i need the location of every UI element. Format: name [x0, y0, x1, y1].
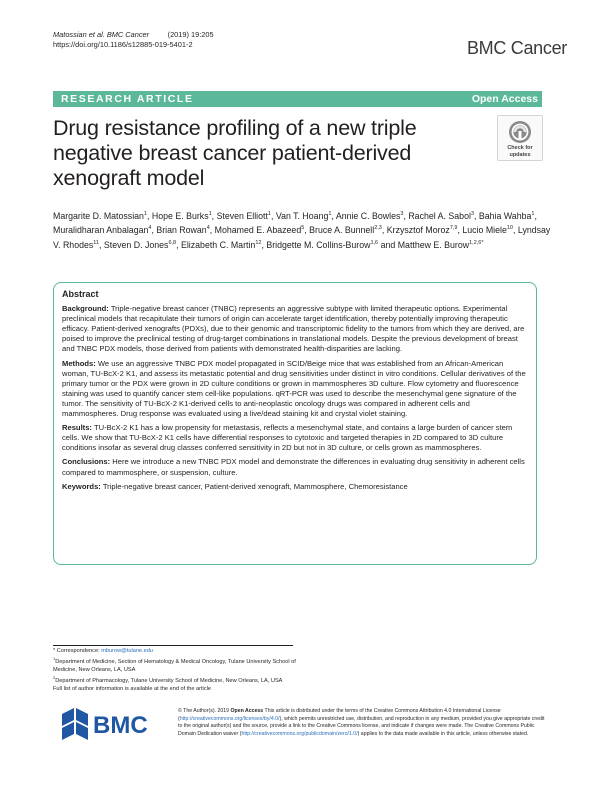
author-name: Krzysztof Moroz — [386, 225, 450, 236]
author-affiliation: 6,8 — [168, 239, 177, 246]
author-name: Lucio Miele — [462, 225, 507, 236]
license-copyright: © The Author(s). 2019 — [178, 708, 230, 714]
footnote-rule — [53, 645, 293, 646]
article-title: Drug resistance profiling of a new triple negative breast cancer patient-derived xenograft model — [53, 116, 417, 190]
author-affiliation: 1 — [531, 211, 535, 217]
author-affiliation: 4 — [206, 225, 210, 232]
author-affiliation: 1,2,6* — [469, 239, 484, 246]
affiliation-2 — [53, 674, 298, 685]
author-affiliation: 10 — [506, 225, 513, 232]
bmc-logo-text: BMC — [93, 712, 148, 739]
header-authors: Matossian et al. BMC Cancer — [53, 30, 150, 39]
author-affiliation: 5 — [301, 225, 305, 232]
keywords-label: Keywords: — [62, 481, 101, 491]
background-text: Triple-negative breast cancer (TNBC) represents an aggressive subtype with limited therapeutic options. Experimental preclinical models that recapitulate their tumors of origin can accelerate target identification, thereby potentially improving therapeutic efficacy. Patient-derived xenografts (PDXs), due to their genomic and transcriptomic fidelity to the tumors from which they are derived, are poised to improve the preclinical testing of drug-target combinations in translational models. Despite the previous development of breast and TNBC PDX models, those derived from patients with demonstrated health-disparities are lacking. — [62, 304, 525, 354]
affiliation-2-text: Department of Pharmacology, Tulane University School of Medicine, New Orleans, LA, USA — [55, 677, 283, 684]
author-name: Bridgette M. Collins-Burow — [266, 239, 371, 250]
crossmark-icon — [508, 120, 532, 144]
author-affiliation: 3 — [400, 211, 404, 217]
author-affiliation: 7,9 — [449, 225, 458, 232]
affiliation-1-text: Department of Medicine, Section of Hematology & Medical Oncology, Tulane University School of Medicine, New Orleans, LA, USA — [53, 658, 296, 673]
open-access-label: Open Access — [471, 93, 538, 105]
license-link-1[interactable]: http://creativecommons.org/licenses/by/4.0/ — [179, 715, 280, 722]
license-part-3: ) applies to the data made available in this article, unless otherwise stated. — [357, 731, 529, 738]
license-open-access: Open Access — [230, 708, 264, 714]
license-part-2: ), which permits unrestricted use, distribution, and reproduction in any medium, provided you give appropriate credit to the original author(s) and the source, provide a link to the Creative Commons license, and indicate if changes were made. The Creative Commons Public Domain Dedication waiver ( — [178, 715, 545, 738]
citation-line — [53, 30, 214, 40]
author-name: Matthew E. Burow — [397, 239, 470, 250]
header-doi[interactable]: https://doi.org/10.1186/s12885-019-5401-2 — [53, 40, 193, 49]
methods-text: We use an aggressive TNBC PDX model propagated in SCID/Beige mice that was established from an African-American woman, TU-BcX-2 K1, and assess its metastatic potential and drug sensitivities under distinct in vitro conditions. Cellular derivatives of the primary tumor or the PDX were grown in 2D culture conditions or grown in mammospheres 3D culture. Flow cytometry and fluorescence staining was used to quantify cancer stem cell-like populations. qRT-PCR was used to describe the mesenchymal gene signature of the tumor. The sensitivity of TU-BcX-2 K1-derived cells to anti-neoplastic oncology drugs was compared in adherent cells and mammospheres. Drug response was evaluated using a live/dead staining kit and crystal violet staining. — [62, 358, 526, 419]
footnotes — [53, 647, 298, 693]
journal-name: BMC Cancer — [466, 38, 567, 58]
author-name: Mohamed E. Abazeed — [214, 225, 302, 236]
abstract-box — [53, 282, 537, 565]
author-affiliation: 1 — [208, 211, 212, 217]
correspondence — [53, 647, 298, 655]
author-affiliation: 11 — [93, 239, 99, 246]
affiliation-1 — [53, 655, 298, 674]
author-name: Bruce A. Bunnell — [309, 225, 375, 236]
abstract-heading: Abstract — [62, 289, 99, 299]
author-name: Margarite D. Matossian — [53, 210, 144, 221]
running-header — [53, 30, 214, 50]
background-label: Background: — [62, 304, 109, 314]
crossmark-text — [507, 145, 532, 158]
abstract-methods — [62, 359, 528, 420]
header-year-volume: (2019) 19:205 — [167, 30, 214, 39]
author-affiliation: 1 — [267, 211, 271, 217]
author-affiliation: 1 — [143, 211, 147, 217]
author-name: Rachel A. Sabol — [408, 210, 471, 221]
abstract-results — [62, 423, 528, 453]
methods-label: Methods: — [62, 358, 96, 368]
author-name: Van T. Hoang — [275, 210, 329, 221]
author-name: Steven D. Jones — [103, 239, 169, 250]
conclusions-label: Conclusions: — [62, 457, 111, 467]
author-affiliation: 4 — [148, 225, 152, 232]
correspondence-label: * Correspondence: — [53, 648, 100, 654]
author-name: Hope E. Burks — [151, 210, 209, 221]
author-name: Muralidharan Anbalagan — [53, 225, 149, 236]
author-name: Brian Rowan — [156, 225, 207, 236]
author-info-note: Full list of author information is available at the end of the article — [53, 685, 211, 692]
affiliation-2-number: 2 — [53, 674, 56, 680]
crossmark-line2: updates — [509, 151, 531, 158]
keywords-text: Triple-negative breast cancer, Patient-derived xenograft, Mammosphere, Chemoresistance — [102, 481, 408, 491]
author-affiliation: 12 — [255, 239, 262, 246]
correspondence-email[interactable]: mburow@tulane.edu — [101, 648, 153, 654]
author-affiliation: 3 — [470, 211, 474, 217]
abstract-keywords — [62, 482, 528, 492]
article-type: RESEARCH ARTICLE — [61, 93, 194, 105]
license-text — [178, 708, 546, 739]
author-name: Annie C. Bowles — [335, 210, 401, 221]
abstract-conclusions — [62, 457, 528, 477]
abstract-background — [62, 304, 528, 354]
license-part-1: This article is distributed under the terms of the Creative Commons Attribution 4.0 International License ( — [178, 708, 501, 722]
crossmark-line1: Check for — [507, 145, 533, 151]
author-name: Lyndsay V. Rhodes — [53, 225, 551, 250]
author-name: Elizabeth C. Martin — [180, 239, 256, 250]
results-label: Results: — [62, 423, 92, 433]
article-type-bar — [53, 91, 542, 107]
bmc-logo-icon — [60, 704, 170, 744]
results-text: TU-BcX-2 K1 has a low propensity for metastasis, reflects a mesenchymal state, and contains a large burden of cancer stem cells. We show that TU-BcX-2 K1 cells have differential responses to cytotoxic and targeted therapies in 2D compared to 3D culture conditions insofar as several drug classes conferred sensitivity in 2D but not in 3D culture, or cells grown as mammospheres. — [62, 423, 513, 453]
license-link-2[interactable]: http://creativecommons.org/publicdomain/zero/1.0/ — [241, 731, 358, 738]
bmc-logo — [60, 704, 170, 744]
authors-and: and — [380, 239, 396, 250]
author-affiliation: 1 — [328, 211, 332, 217]
author-name: Steven Elliott — [216, 210, 268, 221]
check-for-updates-badge[interactable] — [497, 115, 543, 161]
conclusions-text: Here we introduce a new TNBC PDX model and demonstrate the differences in evaluating drug sensitivity in adherent cells compared to mammosphere, or suspension, culture. — [62, 457, 525, 477]
affiliation-1-number: 1 — [53, 656, 56, 661]
author-list: Margarite D. Matossian$^1$, Hope E. Burks$^1$, Steven Elliott$^1$, Van T. Hoang$^1$, Annie C. Bowles$^3$, Rachel A. Sabol$^3$, Bahia Wahba$^1$, Muralidharan Anbalagan$^4$, Brian Rowan$^4$, Mohamed E. Abazeed$^5$, Bruce A. Bunnell$^{2,3}$, Krzysztof Moroz$^{7,9}$, Lucio Miele$^{10}$, Lyndsay V. Rhodes$^{11}$, Steven D. Jones$^{6,8}$, Elizabeth C. Martin$^{12}$, Bridgette M. Collins-Burow$^{1,6}$ and Matthew E. Burow$^{1,2,6*}$ — [53, 210, 551, 250]
author-affiliation: 2,3 — [374, 225, 382, 232]
author-affiliation: 1,6 — [370, 239, 379, 246]
author-name: Bahia Wahba — [478, 210, 532, 221]
